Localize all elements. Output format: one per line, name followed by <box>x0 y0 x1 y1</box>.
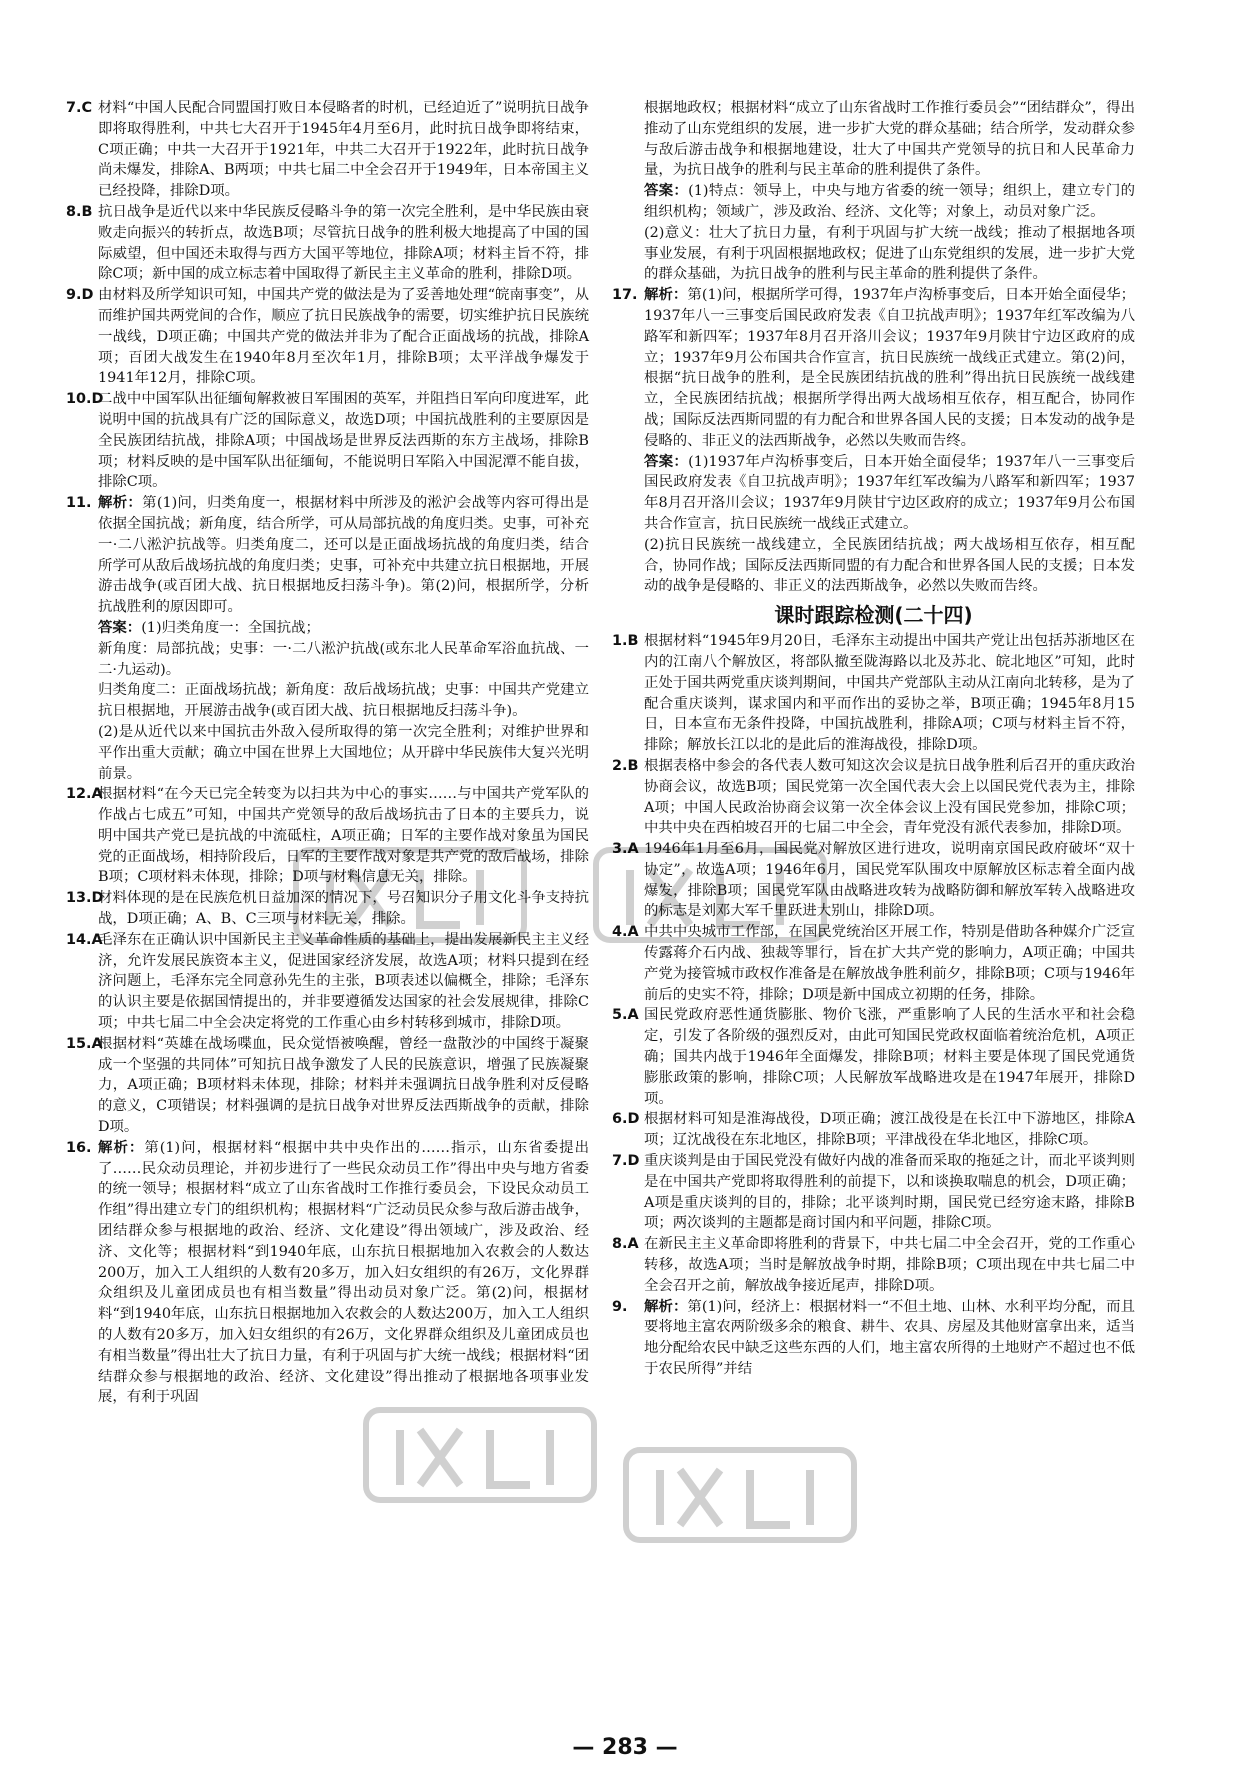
item-text: 解析：第(1)问，根据材料“根据中共中央作出的……指示，山东省委提出了……民众动员理论，并初步进行了一些民众动员工作”得出中央与地方省委的统一领导；根据材料“成立了山东省战时工作推行委员会，下设民众动员工作组”得出建立专门的组织机构；根据材料“广泛动员民众参与敌后游击战争，团结群众参与根据地的政治、经济、文化建设”得出领域广，涉及政治、经济、文化等；根据材料“到1940年底，山东抗日根据地加入农救会的人数达200万，加入工人组织的人数有20多万，加入妇女组织的有26万，文化界群众组织及儿童团成员也有相当数量”得出动员对象广泛。第(2)问，根据材料“到1940年底，山东抗日根据地加入农救会的人数达200万，加入工人组织的人数有20多万，加入妇女组织的有26万，文化界群众组织及儿童团成员也有相当数量”得出壮大了抗日力量，有利于巩固与扩大统一战线；根据材料“团结群众参与根据地的政治、经济、文化建设”得出推动了根据地各项事业发展，有利于巩固 <box>98 1139 589 1406</box>
item-lead: 解析： <box>98 495 143 512</box>
item-text: 根据材料可知是淮海战役，D项正确；渡江战役是在长江中下游地区，排除A项；辽沈战役在东北地区，排除B项；平津战役在华北地区，排除C项。 <box>644 1111 1135 1149</box>
item-text: 根据表格中参会的各代表人数可知这次会议是抗日战争胜利后召开的重庆政治协商会议，故选B项；国民党第一次全国代表大会上以国民党代表为主，排除A项；中国人民政治协商会议第一次全体会议上没有国民党参加，排除C项；中共中央在西柏坡召开的七届二中全会，青年党没有派代表参加，排除D项。 <box>644 757 1135 837</box>
item-text: 中共中央城市工作部，在国民党统治区开展工作，特别是借助各种媒介广泛宣传露蒋介石内战、独裁等罪行，旨在扩大共产党的影响力，A项正确；中国共产党为接管城市政权作准备是在解放战争胜利前夕，排除B项；C项与1946年前后的史实不符，排除；D项是新中国成立初期的任务，排除。 <box>644 924 1135 1003</box>
section-title: 课时跟踪检测(二十四) <box>774 603 973 628</box>
item-text: 归类角度二：正面战场抗战；新角度：敌后战场抗战；史事：中国共产党建立抗日根据地，开展游击战争(或百团大战、抗日根据地反扫荡斗争)。 <box>98 682 589 720</box>
item-number: 15.A <box>66 1035 103 1052</box>
item-number: 3.A <box>612 841 639 858</box>
item-number: 9.D <box>66 287 94 304</box>
item-number: 7.D <box>612 1153 640 1170</box>
answer-item-17 <box>612 285 1135 597</box>
item-lead: 解析： <box>98 1139 145 1156</box>
item-text: 由材料及所学知识可知，中国共产党的做法是为了妥善地处理“皖南事变”，从而维护国共两党间的合作，顺应了抗日民族战争的需要，切实维护抗日民族统一战线，D项正确；中国共产党的做法并非为了配合正面战场的抗战，排除A项；百团大战发生在1940年8月至次年1月，排除B项；太平洋战争爆发于1941年12月，排除C项。 <box>98 287 589 387</box>
answer-item-1 <box>612 631 1135 756</box>
answer-item-12 <box>66 784 589 888</box>
item-text: 新角度：局部抗战；史事：一·二八淞沪抗战(或东北人民革命军浴血抗战、一二·九运动)。 <box>98 640 589 678</box>
item-text: 解析：第(1)问，经济上：根据材料一“不但土地、山林、水利平均分配，而且要将地主富农两阶级多余的粮食、耕牛、农具、房屋及其他财富拿出来，适当地分配给农民中缺乏这些东西的人们，地主富农所得的土地财产不超过也不低于农民所得”并结 <box>644 1298 1135 1378</box>
answer-item-8b <box>612 1234 1135 1296</box>
answer-item-7 <box>66 98 589 202</box>
item-number: 5.A <box>612 1007 639 1024</box>
item-text: 国民党政府恶性通货膨胀、物价飞涨，严重影响了人民的生活水平和社会稳定，引发了各阶级的强烈反对，由此可知国民党政权面临着统治危机，A项正确；国共内战于1946年全面爆发，排除B项；材料主要是体现了国民党通货膨胀政策的影响，排除C项；人民解放军战略进攻是在1947年展开，排除D项。 <box>644 1007 1135 1107</box>
page-number: — 283 — <box>572 1735 678 1760</box>
item-text: 解析：第(1)问，归类角度一，根据材料中所涉及的淞沪会战等内容可得出是依据全国抗战；新角度，结合所学，可从局部抗战的角度归类。史事，可补充一·二八淞沪抗战等。归类角度二，还可以是正面战场抗战的角度归类，结合所学可从敌后战场抗战的角度归类；史事，可补充中共建立抗日根据地，开展游击战争(或百团大战、抗日根据地反扫荡斗争)。第(2)问，根据所学，分析抗战胜利的原因即可。 <box>98 495 589 616</box>
answer-item-13 <box>66 888 589 930</box>
item-number: 6.D <box>612 1111 640 1128</box>
item-number: 11. <box>66 495 92 512</box>
item-text: 根据材料“英雄在战场喋血，民众觉悟被唤醒，曾经一盘散沙的中国终于凝聚成一个坚强的共同体”可知抗日战争激发了人民的民族意识，增强了民族凝聚力，A项正确；B项材料未体现，排除；材料并未强调抗日战争胜利对反侵略的意义，C项错误；材料强调的是抗日战争对世界反法西斯战争的贡献，排除D项。 <box>98 1035 589 1136</box>
item-text: 答案：(1)1937年卢沟桥事变后，日本开始全面侵华；1937年八一三事变后国民政府发表《自卫抗战声明》；1937年红军改编为八路军和新四军；1937年8月召开洛川会议；1937年9月陕甘宁边区政府的成立；1937年9月公布国共合作宣言，抗日民族统一战线正式建立。 <box>644 453 1135 532</box>
item-number: 8.B <box>66 203 93 220</box>
answer-item-6 <box>612 1109 1135 1151</box>
answer-item-7b <box>612 1151 1135 1234</box>
left-column <box>66 98 589 1408</box>
item-number: 17. <box>612 287 638 304</box>
item-text: 重庆谈判是由于国民党没有做好内战的准备而采取的拖延之计，而北平谈判则是在中国共产党即将取得胜利的前提下，以和谈换取喘息的机会，D项正确；A项是重庆谈判的目的，排除；北平谈判时期，国民党已经穷途末路，排除B项；两次谈判的主题都是商讨国内和平问题，排除C项。 <box>644 1153 1135 1232</box>
watermark-graphic <box>620 1440 860 1550</box>
answer-item-3 <box>612 839 1135 922</box>
item-number: 8.A <box>612 1236 639 1253</box>
item-text: 在新民主主义革命即将胜利的背景下，中共七届二中全会召开，党的工作重心转移，故选A项；当时是解放战争时期，排除B项；C项出现在中共七届二中全会召开之前，解放战争接近尾声，排除D项。 <box>644 1236 1135 1294</box>
answer-item-8 <box>66 202 589 285</box>
item-number: 9. <box>612 1298 628 1315</box>
answer-item-11 <box>66 493 589 784</box>
item-lead: 答案： <box>98 619 142 636</box>
item-text: (2)意义：壮大了抗日力量，有利于巩固与扩大统一战线；推动了根据地各项事业发展，有利于巩固根据地政权；促进了山东党组织的发展，进一步扩大党的群众基础，为抗日战争的胜利与民主革命的胜利提供了条件。 <box>644 224 1135 283</box>
item-lead: 答案： <box>644 453 689 470</box>
item-text: 根据材料“在今天已完全转变为以扫共为中心的事实……与中国共产党军队的作战占七成五”可知，中国共产党领导的敌后战场抗击了日本的主要兵力，说明中国共产党已是抗战的中流砥柱，A项正确；日军的主要作战对象虽为国民党的正面战场，相持阶段后，日军的主要作战对象是共产党的敌后战场，排除B项；C项材料未体现，排除；D项与材料信息无关，排除。 <box>98 786 589 886</box>
item-text: 根据材料“1945年9月20日，毛泽东主动提出中国共产党让出包括苏浙地区在内的江南八个解放区，将部队撤至陇海路以北及苏北、皖北地区”可知，此时正处于国共两党重庆谈判期间，中国共产党部队主动从江南向北转移，是为了配合重庆谈判，谋求国内和平而作出的妥协之举，B项正确；1945年8月15日，日本宣布无条件投降，中国抗战胜利，排除A项；C项与材料主旨不符，排除；解放长江以北的是此后的淮海战役，排除D项。 <box>644 633 1135 754</box>
item-lead: 答案： <box>644 183 689 200</box>
answer-item-9 <box>66 285 589 389</box>
item-number: 14.A <box>66 931 103 948</box>
item-text: 解析：第(1)问，根据所学可得，1937年卢沟桥事变后，日本开始全面侵华；1937年八一三事变后国民政府发表《自卫抗战声明》；1937年红军改编为八路军和新四军；1937年8月召开洛川会议；1937年9月陕甘宁边区政府的成立；1937年9月公布国共合作宣言，抗日民族统一战线正式建立。第(2)问，根据“抗日战争的胜利，是全民族团结抗战的胜利”得出抗日民族统一战线建立，全民族团结抗战；根据所学得出两大战场相互依存，相互配合，协同作战；国际反法西斯同盟的有力配合和世界各国人民的支援；日本发动的战争是侵略的、非正义的法西斯战争，必然以失败而告终。 <box>644 287 1135 449</box>
answer-item-10 <box>66 389 589 493</box>
item-number: 4.A <box>612 924 639 941</box>
item-lead: 解析： <box>644 287 688 304</box>
item-text: 材料“中国人民配合同盟国打败日本侵略者的时机，已经迫近了”说明抗日战争即将取得胜利，中共七大召开于1945年4月至6月，此时抗日战争即将结束，C项正确；中共一大召开于1921年，中共二大召开于1922年，此时抗日战争尚未爆发，排除A、B两项；中共七届二中全会召开于1949年，日本帝国主义已经投降，排除D项。 <box>98 100 589 200</box>
item-text: 根据地政权；根据材料“成立了山东省战时工作推行委员会”“团结群众”，得出推动了山东党组织的发展，进一步扩大党的群众基础；结合所学，发动群众参与敌后游击战争和根据地建设，壮大了中国共产党领导的抗日和人民革命力量，为抗日战争的胜利与民主革命的胜利提供了条件。 <box>644 100 1135 179</box>
item-text: 抗日战争是近代以来中华民族反侵略斗争的第一次完全胜利，是中华民族由衰败走向振兴的转折点，故选B项；尽管抗日战争的胜利极大地提高了中国的国际威望，但中国还未取得与西方大国平等地位，排除A项；材料主旨不符，排除C项；新中国的成立标志着中国取得了新民主主义革命的胜利，排除D项。 <box>98 203 589 283</box>
answer-item-16-continued <box>612 98 1135 285</box>
item-number: 12.A <box>66 786 103 803</box>
item-text: 1946年1月至6月，国民党对解放区进行进攻，说明南京国民政府破坏“双十协定”，故选A项；1946年6月，国民党军队围攻中原解放区标志着全面内战爆发，排除B项；国民党军队由战略进攻转为战略防御和解放军转入战略进攻的标志是刘邓大军千里跃进大别山，排除D项。 <box>644 841 1135 920</box>
answer-item-2 <box>612 756 1135 839</box>
right-column <box>612 98 1135 1380</box>
answer-item-4 <box>612 922 1135 1005</box>
item-text: 答案：(1)特点：领导上，中央与地方省委的统一领导；组织上，建立专门的组织机构；领域广，涉及政治、经济、文化等；对象上，动员对象广泛。 <box>644 183 1135 220</box>
item-text: 二战中中国军队出征缅甸解救被日军围困的英军，并阻挡日军向印度进军，此说明中国的抗战具有广泛的国际意义，故选D项；中国抗战胜利的主要原因是全民族团结抗战，排除A项；中国战场是世界反法西斯的东方主战场，排除B项；材料反映的是中国军队出征缅甸，不能说明日军陷入中国泥潭不能自拔，排除C项。 <box>98 391 589 491</box>
item-number: 2.B <box>612 757 639 774</box>
item-text: 材料体现的是在民族危机日益加深的情况下，号召知识分子用文化斗争支持抗战，D项正确；A、B、C三项与材料无关，排除。 <box>98 890 589 928</box>
answer-item-14 <box>66 930 589 1034</box>
item-number: 16. <box>66 1139 92 1156</box>
item-number: 13.D <box>66 890 104 907</box>
answer-item-9b <box>612 1297 1135 1380</box>
item-lead: 解析： <box>644 1298 688 1315</box>
item-text: 答案：(1)归类角度一：全国抗战； <box>98 619 320 636</box>
answer-item-5 <box>612 1005 1135 1109</box>
answer-item-15 <box>66 1034 589 1138</box>
item-number: 7.C <box>66 100 93 116</box>
watermark-graphic <box>360 1400 600 1510</box>
item-text: (2)是从近代以来中国抗击外敌入侵所取得的第一次完全胜利；对维护世界和平作出重大贡献；确立中国在世界上大国地位；从开辟中华民族伟大复兴光明前景。 <box>98 723 589 782</box>
item-text: (2)抗日民族统一战线建立，全民族团结抗战；两大战场相互依存，相互配合，协同作战；国际反法西斯同盟的有力配合和世界各国人民的支援；日本发动的战争是侵略的、非正义的法西斯战争，必然以失败而告终。 <box>644 536 1135 595</box>
answer-item-16 <box>66 1138 589 1408</box>
item-number: 1.B <box>612 633 639 650</box>
item-number: 10.D <box>66 391 104 408</box>
item-text: 毛泽东在正确认识中国新民主主义革命性质的基础上，提出发展新民主主义经济，允许发展民族资本主义，促进国家经济发展，故选A项；材料只提到在经济问题上，毛泽东完全同意孙先生的主张，B项表述以偏概全，排除；毛泽东的认识主要是依据国情提出的，并非要遵循发达国家的社会发展规律，排除C项；中共七届二中全会决定将党的工作重心由乡村转移到城市，排除D项。 <box>98 931 589 1032</box>
